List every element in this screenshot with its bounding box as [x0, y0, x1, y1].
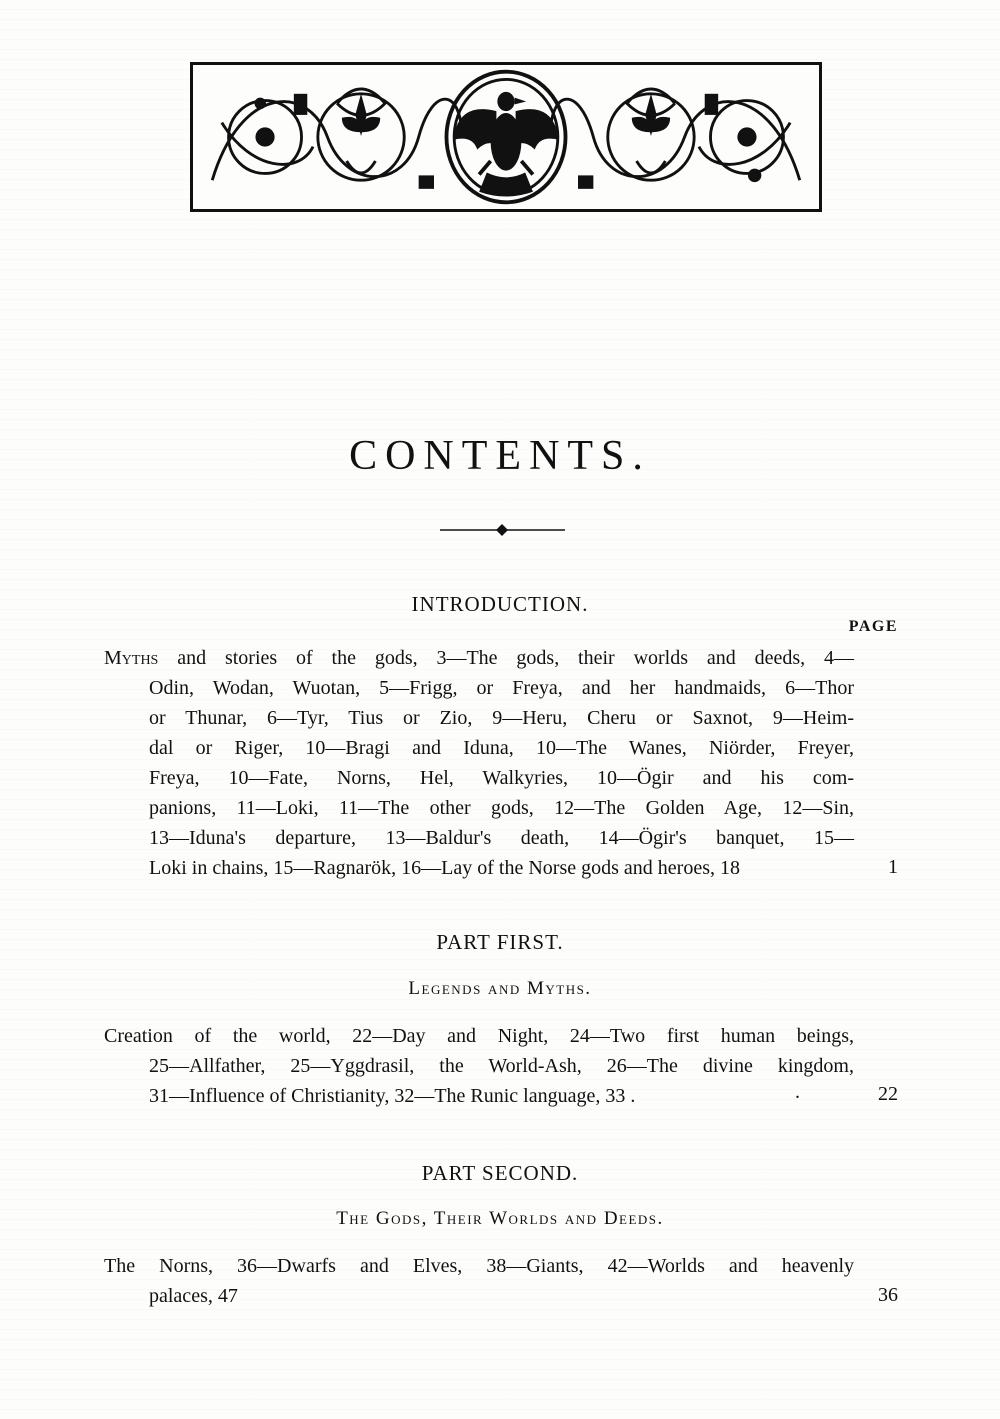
entry-line: palaces, 47: [149, 1285, 238, 1307]
entry-line: or Thunar, 6—Tyr, Tius or Zio, 9—Heru, Cheru or Saxnot, 9—Heim-: [149, 707, 854, 729]
entry-line: Freya, 10—Fate, Norns, Hel, Walkyries, 10—Ögir and his com-: [149, 767, 854, 789]
ornamental-header-illustration: [190, 62, 822, 212]
entry-line: 31—Influence of Christianity, 32—The Runic language, 33 .: [149, 1085, 636, 1107]
entry-line: Creation of the world, 22—Day and Night, 24—Two first human beings,: [104, 1025, 854, 1047]
introduction-entry: [104, 643, 854, 883]
page-number: 1: [888, 856, 898, 878]
eagle-ornament-icon: [193, 65, 819, 209]
page-title: CONTENTS.: [349, 433, 651, 479]
entry-line: panions, 11—Loki, 11—The other gods, 12—The Golden Age, 12—Sin,: [149, 797, 854, 819]
diamond-divider-icon: [440, 522, 565, 538]
page-column-label: PAGE: [848, 618, 898, 635]
part-second-entry: [104, 1251, 854, 1311]
entry-line: dal or Riger, 10—Bragi and Iduna, 10—The Wanes, Niörder, Freyer,: [149, 737, 854, 759]
page-number: 22: [878, 1083, 898, 1105]
page-number: 36: [878, 1284, 898, 1306]
part-second-subheading: The Gods, Their Worlds and Deeds.: [336, 1208, 664, 1229]
entry-line: 13—Iduna's departure, 13—Baldur's death, 14—Ögir's banquet, 15—: [149, 827, 854, 849]
entry-line: Odin, Wodan, Wuotan, 5—Frigg, or Freya, and her handmaids, 6—Thor: [149, 677, 854, 699]
leader-dot: .: [795, 1081, 800, 1103]
entry-line: Loki in chains, 15—Ragnarök, 16—Lay of the Norse gods and heroes, 18: [149, 857, 740, 879]
entry-line: 25—Allfather, 25—Yggdrasil, the World-Ash, 26—The divine kingdom,: [149, 1055, 854, 1077]
entry-line: The Norns, 36—Dwarfs and Elves, 38—Giants, 42—Worlds and heavenly: [104, 1255, 854, 1277]
part-first-entry: [104, 1021, 854, 1111]
introduction-heading: INTRODUCTION.: [411, 592, 589, 616]
part-first-subheading: Legends and Myths.: [408, 978, 592, 999]
entry-line: Myths and stories of the gods, 3—The gods, their worlds and deeds, 4—: [104, 647, 854, 669]
first-word: Myths: [104, 647, 159, 669]
part-first-heading: PART FIRST.: [436, 930, 564, 954]
part-second-heading: PART SECOND.: [421, 1161, 579, 1185]
